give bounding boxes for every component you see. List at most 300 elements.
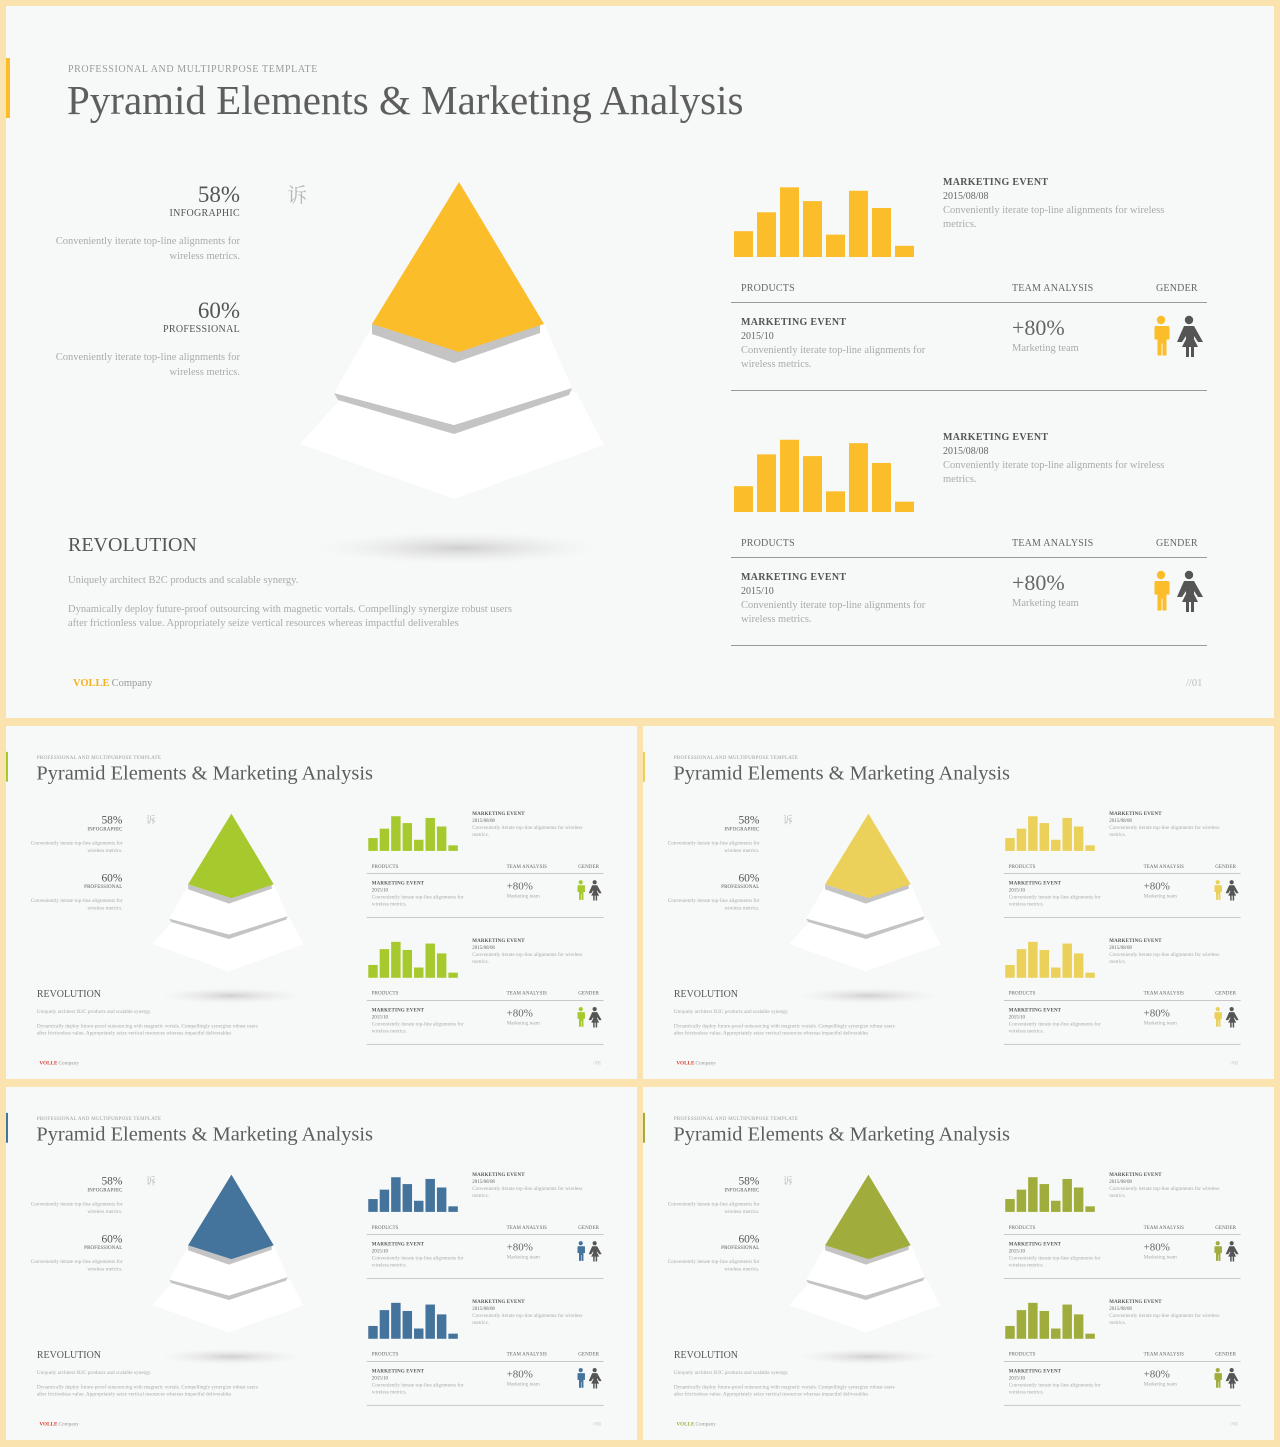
bar	[391, 1177, 400, 1212]
row-desc: Conveniently iterate top-line alignments for wireless metrics.	[371, 1382, 464, 1396]
page-number: //01	[593, 1421, 602, 1427]
bar	[734, 231, 753, 257]
row-percent: +80%	[1143, 1006, 1170, 1020]
bar	[437, 953, 446, 977]
bar	[1062, 1179, 1071, 1212]
female-icon	[1226, 880, 1239, 901]
gender-icons	[1213, 1368, 1241, 1389]
footer-brand	[676, 1421, 716, 1426]
row-date: 2015/10	[371, 1014, 389, 1021]
bar	[1062, 944, 1071, 978]
stat-desc: Conveniently iterate top-line alignments for wireless metrics.	[30, 840, 123, 854]
event-title: MARKETING EVENT	[1109, 1172, 1162, 1178]
row-percent: +80%	[1012, 315, 1065, 340]
pyramid-graphic	[294, 174, 624, 574]
pyramid-graphic	[149, 1171, 313, 1370]
bar	[425, 1305, 434, 1339]
event-desc: Conveniently iterate top-line alignments for wireless metrics.	[1109, 951, 1220, 965]
row-team: Marketing team	[1143, 1020, 1177, 1027]
row-desc: Conveniently iterate top-line alignments for wireless metrics.	[1008, 894, 1101, 908]
stat-professional	[655, 871, 759, 912]
event-date: 2015/08/08	[472, 1179, 495, 1185]
header-products: PRODUCTS	[1008, 1351, 1036, 1358]
table-header	[1004, 862, 1241, 874]
header-team-analysis: TEAM ANALYSIS	[1143, 1351, 1185, 1358]
stat-label: INFOGRAPHIC	[724, 1187, 760, 1193]
female-icon	[589, 1241, 602, 1262]
bar	[368, 965, 377, 978]
stat-value: 58%	[738, 1174, 760, 1188]
bar	[437, 1314, 446, 1338]
pyramid-shadow	[799, 1349, 938, 1365]
stat-infographic	[655, 1175, 759, 1216]
event-desc: Conveniently iterate top-line alignments for wireless metrics.	[1109, 1312, 1220, 1326]
row-desc: Conveniently iterate top-line alignments for wireless metrics.	[371, 1021, 464, 1035]
slide-variant-blue	[6, 1087, 637, 1440]
row-title: MARKETING EVENT	[741, 317, 847, 328]
female-icon	[589, 1368, 602, 1389]
header-team-analysis: TEAM ANALYSIS	[1012, 538, 1094, 549]
bar	[1028, 942, 1037, 978]
table-row	[367, 1236, 604, 1279]
bar	[1074, 953, 1083, 977]
row-team: Marketing team	[1143, 1381, 1177, 1388]
event-date: 2015/08/08	[1109, 1179, 1132, 1185]
table-row	[1004, 1363, 1241, 1406]
bar	[1040, 1311, 1049, 1339]
brand-name: VOLLE	[73, 678, 110, 689]
header-gender: GENDER	[578, 863, 600, 870]
bar	[780, 187, 799, 257]
bar	[803, 201, 822, 257]
bar	[849, 443, 868, 512]
pyramid-top-tier	[188, 814, 274, 899]
stat-value: 58%	[197, 182, 240, 207]
bar-chart	[367, 935, 460, 980]
event-desc: Conveniently iterate top-line alignments for wireless metrics.	[943, 205, 1165, 230]
stat-value: 60%	[101, 1232, 123, 1245]
bar	[895, 502, 914, 512]
bar	[425, 818, 434, 851]
bar	[391, 1303, 400, 1339]
bar-chart	[1004, 808, 1097, 853]
stat-value: 60%	[738, 1232, 760, 1245]
bar	[1074, 1188, 1083, 1212]
gender-icons	[576, 1241, 604, 1262]
revolution-text-1: Uniquely architect B2C products and scalable synergy.	[36, 1370, 152, 1376]
stat-label: INFOGRAPHIC	[724, 826, 760, 832]
bar-chart	[1004, 1296, 1097, 1341]
male-icon	[577, 880, 585, 900]
bar-chart	[1004, 935, 1097, 980]
bar	[826, 235, 845, 257]
table-header	[367, 862, 604, 874]
slide-main	[6, 6, 1274, 718]
female-icon	[1226, 1241, 1239, 1262]
revolution-title: REVOLUTION	[68, 534, 197, 556]
row-desc: Conveniently iterate top-line alignments for wireless metrics.	[1008, 1255, 1101, 1269]
brand-name: VOLLE	[39, 1421, 58, 1427]
row-desc: Conveniently iterate top-line alignments for wireless metrics.	[371, 894, 464, 908]
female-icon	[1226, 1368, 1239, 1389]
row-title: MARKETING EVENT	[371, 1007, 425, 1014]
bar	[403, 950, 412, 978]
bar	[1028, 1303, 1037, 1339]
event-desc: Conveniently iterate top-line alignments for wireless metrics.	[472, 951, 583, 965]
event-date: 2015/08/08	[943, 191, 989, 202]
pyramid-shadow	[319, 532, 599, 564]
bar	[1005, 838, 1014, 851]
header-products: PRODUCTS	[371, 863, 399, 870]
gender-icons	[576, 1007, 604, 1028]
bar	[425, 944, 434, 978]
revolution-text-2: Dynamically deploy future-proof outsourcing with magnetic vortals. Compellingly synergize robust users after frictionless value. Appropriately seize vertical resources whereas impactful deliverables	[673, 1023, 895, 1037]
header-gender: GENDER	[578, 1224, 600, 1231]
bar	[1085, 1206, 1094, 1212]
stat-desc: Conveniently iterate top-line alignments for wireless metrics.	[667, 1201, 760, 1215]
header-team-analysis: TEAM ANALYSIS	[1143, 990, 1185, 997]
pyramid-shadow	[162, 988, 301, 1004]
bar	[1005, 1326, 1014, 1339]
event-desc: Conveniently iterate top-line alignments for wireless metrics.	[472, 1186, 583, 1199]
male-icon	[1154, 571, 1170, 611]
event-desc: Conveniently iterate top-line alignments for wireless metrics.	[472, 1312, 583, 1326]
table-row	[1004, 1236, 1241, 1279]
slide-variant-green	[6, 726, 637, 1079]
bar	[895, 246, 914, 257]
accent-bar	[6, 1113, 8, 1143]
male-icon	[577, 1368, 585, 1388]
male-icon	[1214, 1368, 1222, 1388]
bar	[403, 823, 412, 851]
row-team: Marketing team	[506, 1254, 540, 1261]
accent-bar	[643, 1113, 645, 1143]
stat-desc: Conveniently iterate top-line alignments for wireless metrics.	[55, 352, 240, 378]
header-gender: GENDER	[1215, 863, 1237, 870]
event-desc: Conveniently iterate top-line alignments for wireless metrics.	[472, 825, 583, 838]
bar	[1062, 818, 1071, 851]
row-desc: Conveniently iterate top-line alignments for wireless metrics.	[741, 345, 926, 370]
gender-icons	[1151, 570, 1207, 612]
row-title: MARKETING EVENT	[1008, 1241, 1062, 1248]
stat-desc: Conveniently iterate top-line alignments for wireless metrics.	[667, 1259, 760, 1273]
bar	[1017, 949, 1026, 978]
male-icon	[577, 1007, 585, 1027]
bar	[849, 191, 868, 257]
table-header	[1004, 989, 1241, 1001]
row-title: MARKETING EVENT	[371, 1241, 425, 1248]
decorative-glyph: 诉	[782, 814, 793, 827]
pyramid-top-tier	[372, 182, 544, 352]
row-title: MARKETING EVENT	[371, 880, 425, 887]
page-number: //01	[593, 1060, 602, 1066]
bar	[1051, 1329, 1060, 1339]
event-title: MARKETING EVENT	[1109, 937, 1162, 944]
row-percent: +80%	[1012, 570, 1065, 595]
footer-brand	[39, 1421, 79, 1426]
stat-desc: Conveniently iterate top-line alignments for wireless metrics.	[30, 898, 123, 912]
male-icon	[1214, 1007, 1222, 1027]
row-date: 2015/10	[371, 887, 389, 894]
table-header	[367, 1350, 604, 1362]
row-percent: +80%	[1143, 1367, 1170, 1381]
stat-infographic	[18, 814, 122, 855]
bar	[448, 845, 457, 851]
kicker: PROFESSIONAL AND MULTIPURPOSE TEMPLATE	[673, 754, 799, 761]
stat-infographic	[18, 1175, 122, 1216]
bar	[403, 1311, 412, 1339]
header-team-analysis: TEAM ANALYSIS	[1012, 283, 1094, 294]
bar	[1051, 968, 1060, 978]
bar	[368, 838, 377, 851]
event-title: MARKETING EVENT	[1109, 1298, 1162, 1305]
stat-label: PROFESSIONAL	[84, 884, 123, 890]
event-date: 2015/08/08	[472, 818, 495, 824]
gender-icons	[1213, 880, 1241, 901]
brand-company: Company	[111, 678, 153, 689]
revolution-text-2: Dynamically deploy future-proof outsourcing with magnetic vortals. Compellingly synergize robust users after frictionless value. Appropriately seize vertical resources whereas impactful deliverables	[68, 604, 512, 629]
page-title: Pyramid Elements & Marketing Analysis	[36, 761, 373, 785]
bar	[448, 1334, 457, 1339]
bar	[391, 816, 400, 851]
revolution-text-1: Uniquely architect B2C products and scalable synergy.	[36, 1009, 152, 1015]
bar	[437, 1188, 446, 1212]
revolution-title: REVOLUTION	[673, 988, 738, 1000]
stat-desc: Conveniently iterate top-line alignments for wireless metrics.	[30, 1201, 123, 1215]
row-title: MARKETING EVENT	[1008, 1368, 1062, 1375]
kicker: PROFESSIONAL AND MULTIPURPOSE TEMPLATE	[673, 1115, 799, 1122]
stat-label: PROFESSIONAL	[721, 884, 760, 890]
gender-icons	[1213, 1007, 1241, 1028]
event-date: 2015/08/08	[1109, 1305, 1132, 1312]
female-icon	[1177, 571, 1203, 612]
kicker: PROFESSIONAL AND MULTIPURPOSE TEMPLATE	[36, 754, 162, 761]
bar	[380, 1310, 389, 1339]
header-products: PRODUCTS	[1008, 863, 1036, 870]
row-team: Marketing team	[506, 1020, 540, 1027]
kicker: PROFESSIONAL AND MULTIPURPOSE TEMPLATE	[36, 1115, 162, 1122]
pyramid-graphic	[786, 1171, 950, 1370]
gender-icons	[1213, 1241, 1241, 1262]
page-number: //01	[1230, 1060, 1239, 1066]
header-team-analysis: TEAM ANALYSIS	[506, 1224, 548, 1231]
page-title: Pyramid Elements & Marketing Analysis	[67, 77, 744, 123]
row-date: 2015/10	[1008, 887, 1026, 894]
table-header	[731, 534, 1207, 558]
brand-company: Company	[695, 1421, 716, 1427]
table-header	[367, 1223, 604, 1235]
pyramid-graphic	[786, 810, 950, 1009]
bar	[757, 212, 776, 257]
revolution-text-2: Dynamically deploy future-proof outsourcing with magnetic vortals. Compellingly synergize robust users after frictionless value. Appropriately seize vertical resources whereas impactful deliverables	[673, 1384, 895, 1398]
bar	[368, 1199, 377, 1212]
bar	[1074, 827, 1083, 851]
event-title: MARKETING EVENT	[1109, 811, 1162, 817]
kicker: PROFESSIONAL AND MULTIPURPOSE TEMPLATE	[68, 64, 318, 75]
header-gender: GENDER	[1215, 1224, 1237, 1231]
row-date: 2015/10	[1008, 1248, 1026, 1255]
bar	[1085, 1334, 1094, 1339]
accent-bar	[6, 58, 10, 118]
header-products: PRODUCTS	[1008, 1224, 1036, 1231]
footer-brand	[73, 678, 152, 689]
stat-desc: Conveniently iterate top-line alignments for wireless metrics.	[30, 1259, 123, 1273]
brand-company: Company	[58, 1060, 79, 1066]
bar	[1017, 829, 1026, 851]
stat-professional	[30, 298, 240, 380]
male-icon	[577, 1241, 585, 1261]
page-number: //01	[1230, 1421, 1239, 1427]
stat-infographic	[30, 182, 240, 264]
female-icon	[589, 1007, 602, 1028]
stat-value: 60%	[197, 298, 240, 323]
header-gender: GENDER	[578, 990, 600, 997]
row-title: MARKETING EVENT	[371, 1368, 425, 1375]
event-desc: Conveniently iterate top-line alignments for wireless metrics.	[943, 460, 1165, 485]
decorative-glyph: 诉	[782, 1175, 793, 1188]
header-products: PRODUCTS	[371, 1224, 399, 1231]
slide-variant-gold	[643, 726, 1274, 1079]
stat-professional	[18, 871, 122, 912]
table-header	[367, 989, 604, 1001]
header-gender: GENDER	[1215, 1351, 1237, 1358]
event-date: 2015/08/08	[472, 1305, 495, 1312]
header-team-analysis: TEAM ANALYSIS	[1143, 1224, 1185, 1231]
pyramid-shadow	[799, 988, 938, 1004]
row-date: 2015/10	[371, 1375, 389, 1382]
bar-chart	[1004, 1169, 1097, 1214]
header-products: PRODUCTS	[741, 283, 795, 294]
stat-desc: Conveniently iterate top-line alignments for wireless metrics.	[667, 898, 760, 912]
female-icon	[1226, 1007, 1239, 1028]
bar	[1028, 1177, 1037, 1212]
header-team-analysis: TEAM ANALYSIS	[506, 1351, 548, 1358]
bar-chart	[367, 808, 460, 853]
header-gender: GENDER	[1156, 538, 1198, 549]
page-title: Pyramid Elements & Marketing Analysis	[673, 761, 1010, 785]
event-title: MARKETING EVENT	[943, 177, 1049, 188]
bar-chart	[731, 426, 917, 516]
row-team: Marketing team	[1012, 598, 1079, 609]
header-gender: GENDER	[1156, 283, 1198, 294]
header-team-analysis: TEAM ANALYSIS	[1143, 863, 1185, 870]
event-desc: Conveniently iterate top-line alignments for wireless metrics.	[1109, 1186, 1220, 1199]
row-team: Marketing team	[1012, 343, 1079, 354]
header-products: PRODUCTS	[371, 1351, 399, 1358]
brand-name: VOLLE	[39, 1060, 58, 1066]
revolution-text-2: Dynamically deploy future-proof outsourcing with magnetic vortals. Compellingly synergize robust users after frictionless value. Appropriately seize vertical resources whereas impactful deliverables	[36, 1384, 258, 1398]
revolution-text-1: Uniquely architect B2C products and scalable synergy.	[673, 1009, 789, 1015]
row-percent: +80%	[506, 879, 533, 893]
bar	[414, 968, 423, 978]
bar	[1062, 1305, 1071, 1339]
row-team: Marketing team	[506, 1381, 540, 1388]
bar	[872, 463, 891, 512]
header-gender: GENDER	[1215, 990, 1237, 997]
pyramid-top-tier	[188, 1175, 274, 1260]
male-icon	[1214, 1241, 1222, 1261]
header-gender: GENDER	[578, 1351, 600, 1358]
decorative-glyph: 诉	[145, 1175, 156, 1188]
row-date: 2015/10	[371, 1248, 389, 1255]
stat-label: INFOGRAPHIC	[87, 1187, 123, 1193]
bar	[1005, 965, 1014, 978]
bar	[425, 1179, 434, 1212]
revolution-title: REVOLUTION	[36, 988, 101, 1000]
bar	[1085, 845, 1094, 851]
bar	[380, 829, 389, 851]
bar	[403, 1184, 412, 1212]
row-title: MARKETING EVENT	[741, 572, 847, 583]
event-desc: Conveniently iterate top-line alignments for wireless metrics.	[1109, 825, 1220, 838]
bar	[1051, 1201, 1060, 1212]
bar	[757, 454, 776, 512]
female-icon	[1177, 316, 1203, 357]
bar	[734, 486, 753, 512]
row-percent: +80%	[506, 1367, 533, 1381]
revolution-title: REVOLUTION	[673, 1349, 738, 1361]
table-row	[1004, 1002, 1241, 1045]
bar-chart	[367, 1296, 460, 1341]
page-title: Pyramid Elements & Marketing Analysis	[36, 1122, 373, 1146]
row-percent: +80%	[506, 1240, 533, 1254]
brand-name: VOLLE	[676, 1060, 695, 1066]
table-header	[731, 279, 1207, 303]
bar	[872, 208, 891, 257]
header-products: PRODUCTS	[371, 990, 399, 997]
row-date: 2015/10	[741, 331, 774, 342]
bar	[1005, 1199, 1014, 1212]
accent-bar	[6, 752, 8, 782]
table-row	[367, 875, 604, 918]
row-desc: Conveniently iterate top-line alignments for wireless metrics.	[1008, 1382, 1101, 1396]
event-title: MARKETING EVENT	[472, 811, 525, 817]
event-date: 2015/08/08	[943, 446, 989, 457]
bar	[1028, 816, 1037, 851]
bar	[1051, 840, 1060, 851]
bar	[448, 1206, 457, 1212]
gender-icons	[576, 880, 604, 901]
stat-value: 58%	[738, 813, 760, 827]
brand-company: Company	[695, 1060, 716, 1066]
revolution-text-1: Uniquely architect B2C products and scalable synergy.	[673, 1370, 789, 1376]
brand-company: Company	[58, 1421, 79, 1427]
pyramid-shadow	[162, 1349, 301, 1365]
table-row	[731, 560, 1207, 646]
stat-label: INFOGRAPHIC	[169, 208, 240, 219]
revolution-text-1: Uniquely architect B2C products and scalable synergy.	[68, 575, 299, 586]
gender-icons	[576, 1368, 604, 1389]
table-row	[367, 1363, 604, 1406]
stat-label: INFOGRAPHIC	[87, 826, 123, 832]
bar	[380, 949, 389, 978]
pyramid-graphic	[149, 810, 313, 1009]
row-team: Marketing team	[1143, 1254, 1177, 1261]
header-products: PRODUCTS	[1008, 990, 1036, 997]
bar	[780, 440, 799, 512]
stat-infographic	[655, 814, 759, 855]
stat-value: 58%	[101, 813, 123, 827]
row-desc: Conveniently iterate top-line alignments for wireless metrics.	[371, 1255, 464, 1269]
header-team-analysis: TEAM ANALYSIS	[506, 863, 548, 870]
footer-brand	[39, 1060, 79, 1065]
bar	[437, 827, 446, 851]
footer-brand	[676, 1060, 716, 1065]
bar	[414, 840, 423, 851]
event-title: MARKETING EVENT	[472, 1172, 525, 1178]
female-icon	[589, 880, 602, 901]
decorative-glyph: 诉	[145, 814, 156, 827]
